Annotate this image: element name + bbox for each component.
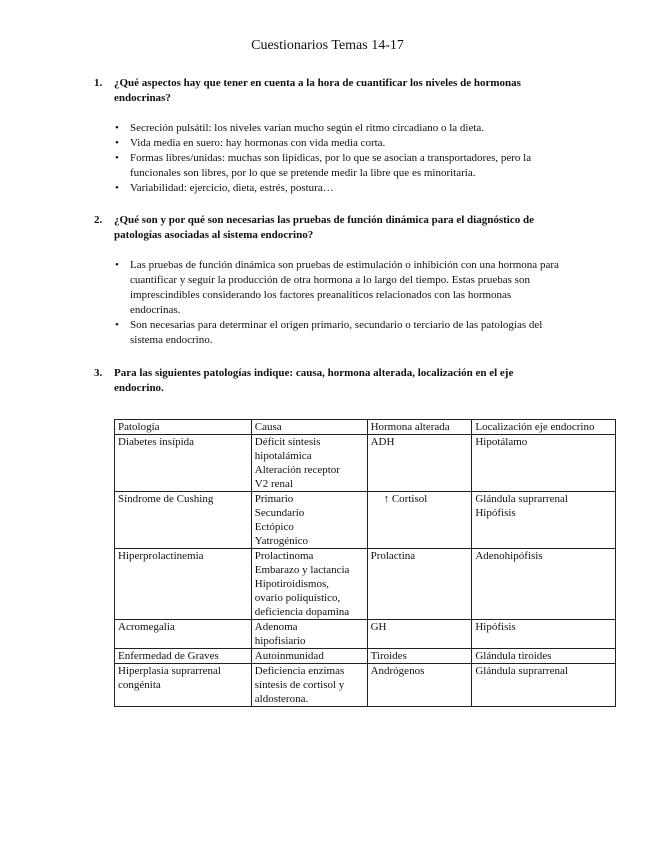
table-header-row [115, 420, 616, 435]
column-header: Hormona alterada [367, 420, 472, 435]
column-header: Localización eje endocrino [472, 420, 616, 435]
cell-hormona: ↑ Cortisol [367, 492, 472, 549]
question-text: ¿Qué son y por qué son necesarias las pruebas de función dinámica para el diagnóstico de patologías asociadas al sistema endocrino? [114, 214, 534, 241]
question-number: 1. [94, 77, 103, 89]
column-header: Patología [115, 420, 252, 435]
cell-hormona: Andrógenos [367, 664, 472, 707]
cell-localizacion: Glándula suprarrenal [472, 664, 616, 707]
question-number: 2. [94, 214, 103, 226]
cell-causa: Adenoma hipofisiario [251, 620, 367, 649]
list-item: • Variabilidad: ejercicio, dieta, estrés, postura… [115, 182, 334, 194]
cell-localizacion: Glándula suprarrenal Hipófisis [472, 492, 616, 549]
cell-localizacion: Hipotálamo [472, 435, 616, 492]
cell-causa: Autoinmunidad [251, 649, 367, 664]
question-1 [94, 76, 564, 106]
question-text: Para las siguientes patologías indique: causa, hormona alterada, localización en el eje endocrino. [114, 367, 514, 394]
cell-patologia: Hiperplasia suprarrenal congénita [115, 664, 252, 707]
cell-localizacion: Glándula tiroides [472, 649, 616, 664]
question-3 [94, 366, 564, 396]
list-item: • Las pruebas de función dinámica son pruebas de estimulación o inhibición con una hormona para cuantificar y seguir la producción de otra hormona a lo largo del tiempo. Estas pruebas son imprescindibles considerando los factores preanalíticos relacionados con las hormonas endocrinas. [115, 259, 559, 316]
bullet-icon: • [115, 137, 119, 149]
cell-causa: Primario Secundario Ectópico Yatrogénico [251, 492, 367, 549]
cell-causa: Deficiencia enzimas síntesis de cortisol y aldosterona. [251, 664, 367, 707]
question-1-answers [112, 121, 562, 196]
bullet-icon: • [115, 122, 119, 134]
bullet-icon: • [115, 319, 119, 331]
list-item: • Formas libres/unidas: muchas son lipídicas, por lo que se asocian a transportadores, pero la funcionales son libres, por lo que se pretende medir la libre que es minoritaria. [115, 152, 532, 179]
table-row [115, 664, 616, 707]
cell-causa: Prolactinoma Embarazo y lactancia Hipotiroidismos, ovario poliquístico, deficiencia dopamina [251, 549, 367, 620]
page-title: Cuestionarios Temas 14-17 [251, 38, 404, 53]
question-2 [94, 213, 564, 243]
table-row [115, 649, 616, 664]
cell-hormona: GH [367, 620, 472, 649]
cell-hormona: ADH [367, 435, 472, 492]
bullet-icon: • [115, 182, 119, 194]
bullet-icon: • [115, 152, 119, 164]
pathology-table [114, 419, 616, 707]
list-item: • Son necesarias para determinar el origen primario, secundario o terciario de las patologías del sistema endocrino. [115, 319, 543, 346]
cell-hormona: Tiroides [367, 649, 472, 664]
table-row [115, 620, 616, 649]
question-2-answers [112, 258, 562, 348]
cell-hormona: Prolactina [367, 549, 472, 620]
cell-patologia: Diabetes insípida [115, 435, 252, 492]
list-item: • Vida media en suero: hay hormonas con vida media corta. [115, 137, 386, 149]
question-text: ¿Qué aspectos hay que tener en cuenta a la hora de cuantificar los niveles de hormonas endocrinas? [114, 77, 521, 104]
cell-patologia: Hiperprolactinemia [115, 549, 252, 620]
cell-patologia: Síndrome de Cushing [115, 492, 252, 549]
cell-localizacion: Hipófisis [472, 620, 616, 649]
table-row [115, 435, 616, 492]
column-header: Causa [251, 420, 367, 435]
table-row [115, 549, 616, 620]
cell-patologia: Enfermedad de Graves [115, 649, 252, 664]
cell-patologia: Acromegalia [115, 620, 252, 649]
bullet-icon: • [115, 259, 119, 271]
cell-causa: Déficit síntesis hipotalámica Alteración receptor V2 renal [251, 435, 367, 492]
cell-localizacion: Adenohipófisis [472, 549, 616, 620]
list-item: • Secreción pulsátil: los niveles varían mucho según el ritmo circadiano o la dieta. [115, 122, 485, 134]
question-number: 3. [94, 367, 103, 379]
table-row [115, 492, 616, 549]
